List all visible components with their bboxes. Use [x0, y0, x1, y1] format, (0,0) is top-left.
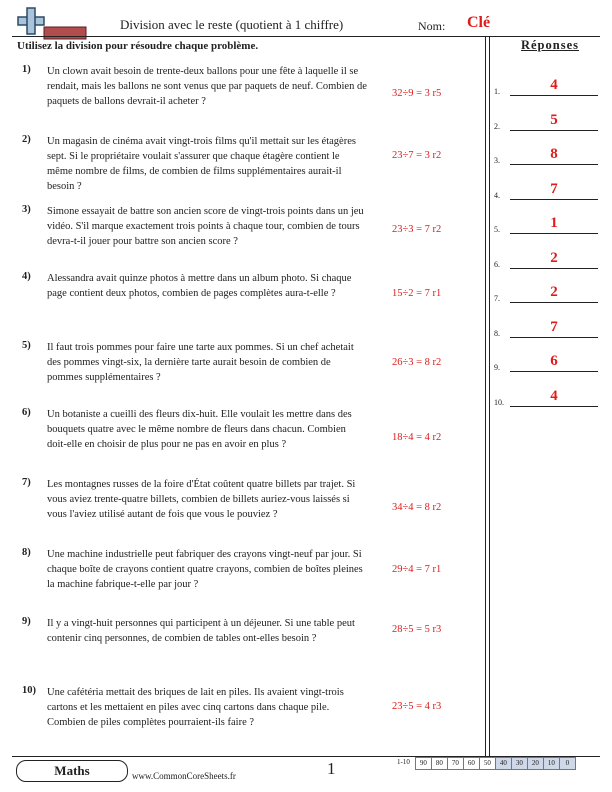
- problem-work: 23÷5 = 4 r3: [392, 701, 442, 712]
- answer-value: 8: [550, 146, 558, 162]
- answer-line-4: [494, 172, 600, 202]
- answer-underline: [510, 130, 598, 131]
- problem-number: 10): [22, 685, 36, 696]
- answer-number: 5.: [494, 225, 500, 234]
- answer-underline: [510, 302, 598, 303]
- problem-text: Alessandra avait quinze photos à mettre dans un album photo. Si chaque page contient deux photos, combien de pages complètes aura-t-elle ?: [47, 273, 352, 299]
- problem-number: 4): [22, 271, 31, 282]
- answer-line-9: [494, 344, 600, 374]
- answers-title: Réponses: [520, 38, 579, 52]
- answer-value: 2: [550, 249, 558, 266]
- problem-work: 26÷3 = 8 r2: [392, 357, 442, 368]
- problem-work: 32÷9 = 3 r5: [392, 88, 442, 99]
- score-cell: 60: [463, 757, 480, 770]
- answer-line-7: [494, 275, 600, 305]
- problem-work: 18÷4 = 4 r2: [392, 432, 442, 443]
- score-cell: 80: [431, 757, 448, 770]
- score-cell: 0: [559, 757, 576, 770]
- answer-number: 9.: [494, 363, 500, 372]
- answer-number: 8.: [494, 328, 500, 338]
- answer-line-8: [494, 310, 600, 340]
- problem-number: 2): [22, 134, 31, 145]
- answer-line-6: [494, 241, 600, 271]
- name-label: Nom:: [418, 19, 446, 33]
- score-cell: 50: [479, 757, 496, 770]
- answer-underline: [510, 164, 598, 165]
- answer-underline: [510, 371, 598, 372]
- problem-text: Une machine industrielle peut fabriquer des crayons vingt-neuf par jour. Si chaque boîte de crayons contient quatre crayons, combien de boîtes pleines la machine fabrique-t-elle par jour ?: [47, 549, 363, 590]
- answer-number: 6.: [494, 259, 500, 269]
- column-divider-right: [489, 36, 490, 756]
- instructions: Utilisez la division pour résoudre chaque problème.: [17, 40, 259, 52]
- problem-work: 23÷7 = 3 r2: [392, 150, 442, 161]
- answer-number: 2.: [494, 121, 500, 131]
- problem-text: Un magasin de cinéma avait vingt-trois films qu'il mettait sur les étagères sept. Si le propriétaire voulait s'assurer que chaque étagère contient le même nombre de films, de combien de films supplémentaires aurait-il besoin ?: [47, 136, 356, 192]
- problem-text: Il y a vingt-huit personnes qui participent à un déjeuner. Si une table peut contenir cinq personnes, de combien de tables ont-elles besoin ?: [47, 618, 355, 644]
- answer-number: 10.: [494, 397, 504, 407]
- problem-work: 34÷4 = 8 r2: [392, 502, 442, 513]
- answer-line-5: [494, 206, 600, 236]
- column-divider-left: [485, 36, 486, 756]
- answer-underline: [510, 95, 598, 96]
- problem-work: 15÷2 = 7 r1: [392, 288, 442, 299]
- score-cell: 20: [527, 757, 544, 770]
- problem-number: 8): [22, 547, 31, 558]
- answer-value: 2: [550, 284, 558, 300]
- answer-line-3: [494, 137, 600, 167]
- problem-text: Il faut trois pommes pour faire une tarte aux pommes. Si un chef achetait des pommes vingt-six, la dernière tarte aurait besoin de combien de pommes supplémentaires ?: [47, 342, 354, 383]
- problem-work: 23÷3 = 7 r2: [392, 224, 442, 235]
- answer-key-label: Clé: [467, 14, 491, 31]
- answer-value: 7: [550, 180, 558, 197]
- header-divider: [12, 36, 600, 37]
- problem-text: Simone essayait de battre son ancien score de vingt-trois points dans un jeu vidéo. S'il marque exactement trois points à chaque tour, combien de tours devra-t-il jouer pour battre son ancien score ?: [47, 206, 364, 247]
- score-cell: 90: [415, 757, 432, 770]
- score-cell: 30: [511, 757, 528, 770]
- answer-underline: [510, 233, 598, 234]
- page-number: 1: [327, 759, 336, 778]
- site-url: www.CommonCoreSheets.fr: [132, 771, 236, 781]
- problem-text: Une cafétéria mettait des briques de lait en piles. Ils avaient vingt-trois cartons et les mettaient en piles avec cinq cartons dans chaque pile. Combien de piles complètes pourraient-ils faire ?: [47, 687, 344, 728]
- score-cell: 40: [495, 757, 512, 770]
- problem-number: 7): [22, 477, 31, 488]
- problem-text: Les montagnes russes de la foire d'État coûtent quatre billets par trajet. Si vous aviez trente-quatre billets, combien de billets auriez-vous laissés si vous l'aviez utilisé autant de fois que vous le pouviez ?: [47, 479, 356, 520]
- answer-underline: [510, 268, 598, 269]
- answer-underline: [510, 199, 598, 200]
- answer-value: 5: [550, 111, 558, 128]
- worksheet-logo-icon: [16, 6, 88, 40]
- score-cell: 10: [543, 757, 560, 770]
- answer-line-10: [494, 379, 600, 409]
- answer-underline: [510, 337, 598, 338]
- answer-number: 3.: [494, 156, 500, 165]
- problem-work: 29÷4 = 7 r1: [392, 564, 442, 575]
- problem-number: 6): [22, 407, 31, 418]
- problem-work: 28÷5 = 5 r3: [392, 624, 442, 635]
- answer-value: 7: [550, 318, 558, 335]
- problem-text: Un clown avait besoin de trente-deux ballons pour une fête à laquelle il se rendait, mais les ballons ne sont venus que par paquets de neuf. Combien de paquets de ballons devrait-il acheter ?: [47, 66, 367, 107]
- answer-value: 4: [550, 387, 558, 404]
- answer-number: 1.: [494, 87, 500, 96]
- problem-number: 3): [22, 204, 31, 215]
- answer-underline: [510, 406, 598, 407]
- subject-badge: Maths: [16, 760, 128, 782]
- answer-value: 6: [550, 353, 558, 369]
- problem-number: 9): [22, 616, 31, 627]
- answer-value: 1: [550, 215, 558, 231]
- problem-number: 1): [22, 64, 31, 75]
- answer-number: 7.: [494, 294, 500, 303]
- problem-text: Un botaniste a cueilli des fleurs dix-huit. Elle voulait les mettre dans des bouquets quatre avec le même nombre de fleurs dans chacun. Combien doit-elle en choisir de plus pour ne pas en avoir en plus ?: [47, 409, 352, 450]
- problem-number: 5): [22, 340, 31, 351]
- score-range-label: 1-10: [397, 758, 410, 766]
- score-cell: 70: [447, 757, 464, 770]
- score-table: [396, 757, 576, 770]
- answer-value: 4: [550, 77, 558, 93]
- page-title: Division avec le reste (quotient à 1 chiffre): [120, 17, 344, 32]
- answer-line-1: [494, 68, 600, 98]
- answer-line-2: [494, 103, 600, 133]
- answer-number: 4.: [494, 190, 500, 200]
